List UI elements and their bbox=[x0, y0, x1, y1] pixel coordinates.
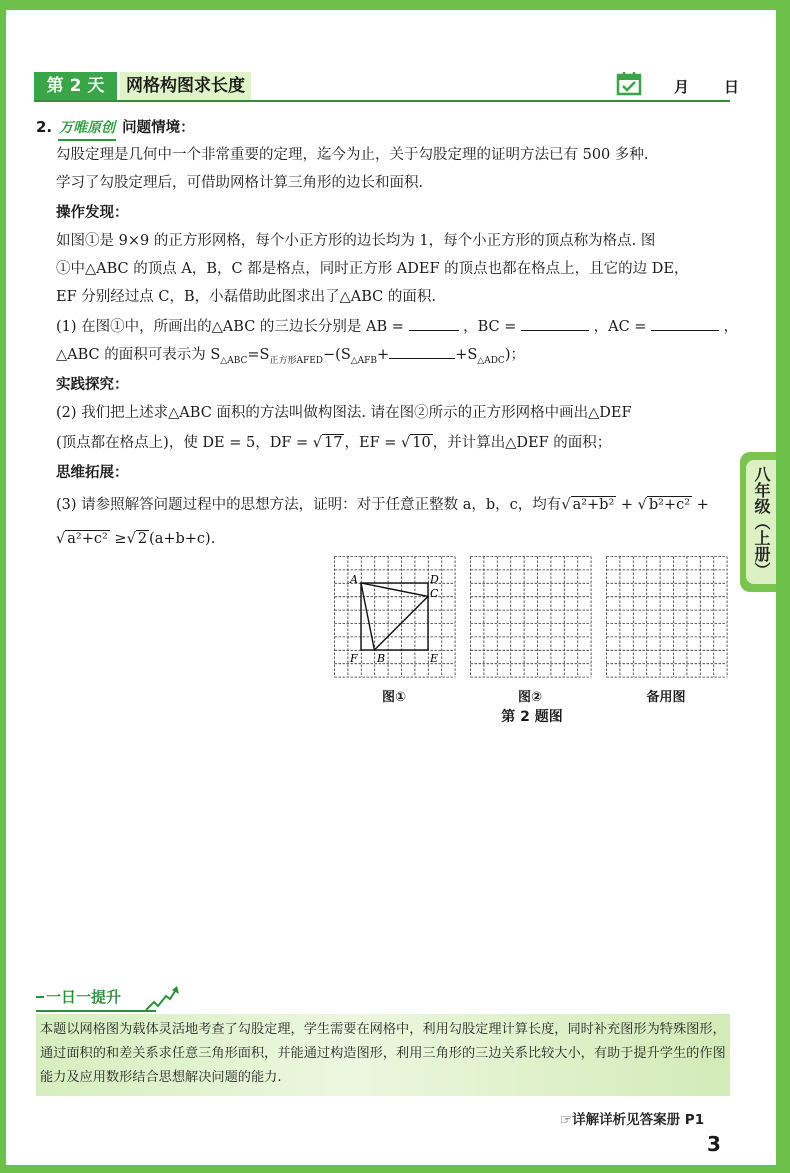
figure-1-caption: 图① bbox=[381, 690, 406, 705]
section-situation: 问题情境： bbox=[122, 120, 195, 136]
section-discover: 操作发现： bbox=[56, 205, 129, 221]
page-frame-top bbox=[0, 0, 790, 10]
discover-line-1: 如图①是 9×9 的正方形网格，每个小正方形的边长均为 1，每个小正方形的顶点称为格点. 图 bbox=[56, 233, 656, 249]
month-label: 月 bbox=[674, 78, 690, 96]
area-sub-square: 正方形AFED bbox=[269, 355, 324, 366]
q3-geq: ≥ bbox=[109, 531, 127, 547]
question-1-area-line bbox=[56, 344, 525, 372]
question-2-line-2: (顶点都在格点上)，使 DE = 5，DF = √ 17 ，EF = √ 10 ，并计算出△DEF 的面积； bbox=[56, 435, 612, 451]
intro-line-1: 勾股定理是几何中一个非常重要的定理，迄今为止，关于勾股定理的证明方法已有 500 多种. bbox=[56, 147, 649, 163]
discover-line-2: ①中△ABC 的顶点 A，B，C 都是格点，同时正方形 ADEF 的顶点也都在格点上，且它的边 DE， bbox=[56, 261, 689, 277]
q3-root-2: 2 bbox=[137, 531, 148, 547]
q2-text-c: ，并计算出△DEF 的面积； bbox=[432, 435, 612, 451]
spare-grid[interactable] bbox=[606, 556, 728, 680]
day-badge: 第 2 天 bbox=[34, 72, 117, 100]
q2-text-a: (顶点都在格点上)，使 DE = 5，DF = bbox=[56, 435, 313, 451]
original-tag: 万唯原创 bbox=[58, 117, 116, 141]
section-extend: 思维拓展： bbox=[56, 465, 129, 481]
answer-blank-ac[interactable] bbox=[651, 316, 719, 331]
q3-text: (3) 请参照解答问题过程中的思想方法，证明：对于任意正整数 a，b，c，均有 bbox=[56, 497, 562, 513]
header-rule bbox=[34, 100, 730, 102]
tip-rule-left bbox=[36, 996, 44, 998]
area-text-f: )； bbox=[504, 347, 525, 363]
q2-root-10: 10 bbox=[412, 435, 431, 451]
rising-arrow-icon bbox=[144, 984, 180, 1012]
square-adef bbox=[361, 583, 428, 650]
tip-title: 一日一提升 bbox=[46, 988, 122, 1006]
label-a: A bbox=[350, 573, 358, 586]
figure-group-title: 第 2 题图 bbox=[501, 709, 563, 725]
answer-blank-bc[interactable] bbox=[521, 316, 589, 331]
grid-lines-3 bbox=[607, 557, 728, 678]
figure-2-grid[interactable] bbox=[470, 556, 592, 680]
q3-root-ab: a²+b² bbox=[572, 497, 615, 513]
page-number: 3 bbox=[707, 1132, 721, 1156]
q3-tail: (a+b+c). bbox=[149, 531, 216, 547]
discover-line-3: EF 分别经过点 C，B，小磊借助此图求出了△ABC 的面积. bbox=[56, 289, 436, 305]
section-practice: 实践探究： bbox=[56, 377, 129, 393]
grade-side-tab bbox=[740, 452, 776, 592]
q3-plus-2: + bbox=[692, 497, 709, 513]
page-frame-right bbox=[776, 0, 790, 1173]
area-sub-abc: △ABC bbox=[220, 355, 248, 366]
lesson-header bbox=[34, 72, 740, 100]
area-text-c: −(S bbox=[323, 347, 351, 363]
area-sub-adc: △ADC bbox=[477, 355, 505, 366]
answer-blank-area[interactable] bbox=[389, 344, 455, 359]
question-number: 2. bbox=[36, 118, 53, 136]
q3-root-bc: b²+c² bbox=[648, 497, 691, 513]
figure-2-caption: 图② bbox=[517, 690, 542, 705]
q2-root-17: 17 bbox=[324, 435, 343, 451]
topic-title: 网格构图求长度 bbox=[120, 72, 251, 100]
area-text-a: △ABC 的面积可表示为 S bbox=[56, 347, 221, 363]
problem-heading-line bbox=[36, 116, 195, 141]
page-frame-bottom bbox=[0, 1165, 790, 1173]
question-3-line-2: √ a²+c² ≥√ 2 (a+b+c). bbox=[56, 531, 216, 547]
q1-text-d: ， bbox=[723, 319, 739, 335]
question-3-line-1: (3) 请参照解答问题过程中的思想方法，证明：对于任意正整数 a，b，c，均有√ a²+b² + √ b²+c² + bbox=[56, 497, 709, 513]
area-text-e: +S bbox=[455, 347, 478, 363]
label-b: B bbox=[377, 652, 386, 665]
area-text-b: =S bbox=[247, 347, 270, 363]
area-text-d: + bbox=[377, 347, 390, 363]
question-2-line-1: (2) 我们把上述求△ABC 面积的方法叫做构图法. 请在图②所示的正方形网格中画出△DEF bbox=[56, 405, 632, 421]
question-1-line bbox=[56, 316, 738, 338]
q1-text-b: ，BC = bbox=[463, 319, 517, 335]
tip-box bbox=[36, 1014, 730, 1096]
answer-blank-ab[interactable] bbox=[409, 316, 459, 331]
label-e: E bbox=[430, 652, 439, 665]
page-frame-left bbox=[0, 0, 6, 1173]
tip-rule-underline bbox=[36, 1010, 156, 1012]
label-c: C bbox=[430, 587, 439, 600]
q2-text-b: ，EF = bbox=[344, 435, 401, 451]
figure-1-grid bbox=[334, 556, 456, 680]
tip-text: 本题以网格图为载体灵活地考查了勾股定理，学生需要在网格中，利用勾股定理计算长度，同时补充图形为特殊图形，通过面积的和差关系求任意三角形面积，并能通过构造图形，利用三角形的三边关系比较大小，有助于提升学生的作图能力及应用数形结合思想解决问题的能力. bbox=[40, 1022, 726, 1085]
intro-line-2: 学习了勾股定理后，可借助网格计算三角形的边长和面积. bbox=[56, 175, 424, 191]
q1-text-c: ，AC = bbox=[593, 319, 647, 335]
q3-root-ac: a²+c² bbox=[67, 531, 108, 547]
label-d: D bbox=[430, 573, 439, 586]
grid-lines-2 bbox=[471, 557, 592, 678]
calendar-check-icon bbox=[616, 70, 642, 96]
grade-side-tab-label: 八年级（上册） bbox=[746, 460, 776, 584]
label-f: F bbox=[350, 652, 358, 665]
area-sub-afb: △AFB bbox=[350, 355, 378, 366]
triangle-abc bbox=[361, 583, 428, 650]
answer-reference: ☞详解详析见答案册 P1 bbox=[560, 1112, 705, 1128]
q1-text-a: (1) 在图①中，所画出的△ABC 的三边长分别是 AB = bbox=[56, 319, 404, 335]
q3-plus-1: + bbox=[616, 497, 638, 513]
tip-header bbox=[36, 984, 186, 1012]
date-label: 日 bbox=[724, 78, 740, 96]
spare-figure-caption: 备用图 bbox=[646, 690, 686, 705]
